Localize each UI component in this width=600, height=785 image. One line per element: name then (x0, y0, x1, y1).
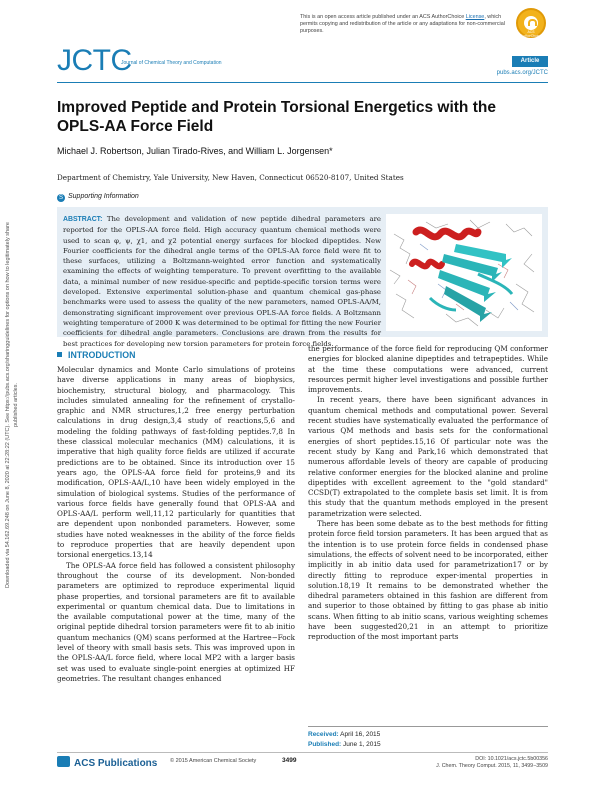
copyright-notice: © 2015 American Chemical Society (170, 758, 257, 764)
paragraph: There has been some debate as to the best methods for fitting protein force field torsion parameters. It has been argued that as the intention is to use protein force fields in condensed phase simulations, the effects of solvent need to be incorporated, either implicitly in ab initio data used for parametrization17 or by directly fitting to reproduce exper-imental properties in solution.18,19 It remains to be demonstrated whether the dihedral parameters obtained in this fashion are different from and superior to those obtained by fitting to gas phase ab initio scans. When fitting to ab initio scans, various weighting schemes have been suggested20,21 in an attempt to prioritize reproduction of the most important parts (308, 519, 548, 642)
acs-logo-icon (57, 756, 70, 767)
paragraph: The OPLS-AA force field has followed a consistent philosophy throughout the course of its development. Non-bonded parameters are optimized to reproduce experimental liquid phase properties, and torsional parameters are fit to available experimental or quantum chemical data. Due to limitations in the available computational power at the time, many of the original peptide dihedral torsion parameters were fit to ab initio quantum mechanics (QM) scans performed at the Hartree−Fock level of theory with small basis sets. This was improved upon in the OPLS-AA/L force field, where local MP2 with a larger basis set was used to evaluate single-point energies at optimized HF geometries. The resultant changes enhanced (57, 560, 295, 683)
article-title: Improved Peptide and Protein Torsional Energetics with the OPLS-AA Force Field (57, 99, 496, 135)
abstract-label: ABSTRACT: (63, 216, 103, 223)
left-column (57, 365, 295, 684)
license-link[interactable]: License (465, 14, 485, 20)
article-type-tag: Article (512, 56, 548, 67)
abstract-text (63, 214, 381, 349)
protein-ribbon-image (386, 214, 542, 331)
journal-citation: J. Chem. Theory Comput. 2015, 11, 3499−3509 (436, 763, 548, 769)
doi-citation (380, 756, 548, 770)
protein-structure-graphic (386, 214, 542, 331)
paragraph: In recent years, there have been significant advances in quantum chemical methods and computational power. Several recent studies have systematically evaluated the performance of various QM methods and basis sets for the conformational energies of short peptides.15,16 Of particular note was the recent study by Kang and Park,16 which demonstrated that numerous affordable levels of theory are capable of producing relative conformer energies for the blocked alanine and proline dipeptides with excellent agreement to the "gold standard" CCSD(T) extrapolated to the complete basis set limit. It is from this study that the quantum methods employed in the present parametrization were selected. (308, 395, 548, 518)
affiliation: Department of Chemistry, Yale University, New Haven, Connecticut 06520-8107, United States (57, 173, 404, 182)
page-number: 3499 (282, 757, 297, 764)
download-sidebar-note: Downloaded via 54.162.69.248 on June 8, 2020 at 22:28:22 (UTC). See https://pubs.acs.org/sharingguidelines for options on how to legitimately share published articles. (5, 222, 19, 588)
journal-url-link[interactable]: pubs.acs.org/JCTC (496, 70, 548, 76)
journal-logo: JCTC (57, 44, 132, 77)
right-column (308, 344, 548, 643)
published-date: June 1, 2015 (343, 741, 381, 748)
paragraph: the performance of the force field for reproducing QM conformer energies for blocked alanine dipeptides and tetrapeptides. While at the time these computations were advanced, current resources permit higher level investigations and possible further improvements. (308, 344, 548, 395)
supporting-info-icon: S (58, 195, 63, 201)
header-divider (57, 82, 548, 83)
doi-link[interactable]: DOI: 10.1021/acs.jctc.5b00356 (475, 756, 548, 762)
journal-name: Journal of Chemical Theory and Computation (121, 60, 222, 66)
supporting-info-link[interactable]: S Supporting Information (58, 193, 139, 201)
paragraph: Molecular dynamics and Monte Carlo simulations of proteins have diverse applications in many areas of biophysics, biochemistry, structural biology, and pharmacology. This includes simulated annealing for the refinement of crystallo-graphic and NMR structures,1,2 free energy perturbation calculations in drug design,3,4 study of reactions,5,6 and modeling the folding pathways of fast-folding peptides.7,8 In these classical molecular mechanics (MM) calculations, it is imperative that high quality force fields are utilized if accurate predictions are to be obtained. Since its introduction over 15 years ago, the OPLS-AA force field for proteins,9 and its modification, OPLS-AA/L,10 have been widely employed in the simulation of biological systems. Studies of the performance of various force fields have generally found that OPLS-AA and OPLS-AA/L perform well,11,12 particularly for quantities that are dependent upon nonbonded parameters. However, some studies have noted weaknesses in the ability of the force fields to reproduce properties that are heavily dependent upon torsional energetics.13,14 (57, 365, 295, 560)
publication-dates: Received: April 16, 2015 Published: June 1, 2015 (308, 726, 548, 750)
introduction-heading: INTRODUCTION (57, 350, 135, 360)
acs-publications-logo: ACS Publications (57, 756, 157, 769)
abstract-body: The development and validation of new peptide dihedral parameters are reported for the OPLS-AA force field. High accuracy quantum chemical methods were used to scan φ, ψ, χ1, and χ2 potential energy surfaces for blocked dipeptides. New Fourier coefficients for the dihedral angle terms of the OPLS-AA force field were fit to these surfaces, utilizing a Boltzmann-weighted error function and systematically examining the effects of weighting temperature. To prevent overfitting to the available data, a minimal number of new residue-specific and peptide-specific torsion terms were developed. Extensive experimental solution-phase and quantum chemical gas-phase benchmarks were used to assess the quality of the new parameters, named OPLS-AA/M, demonstrating significant improvement over previous OPLS-AA force fields. A Boltzmann weighting temperature of 2000 K was determined to be optimal for fitting the new Fourier coefficients for dihedral angle parameters. Conclusions are drawn from the results for best practices for developing new torsion parameters for protein force fields. (63, 215, 381, 348)
author-list: Michael J. Robertson, Julian Tirado-Rives, and William L. Jorgensen* (57, 146, 333, 156)
authorchoice-badge-icon: ACS AuthorChoice (516, 8, 546, 38)
section-marker-icon (57, 352, 62, 357)
open-access-note: This is an open access article published under an ACS AuthorChoice License, which permits copying and redistribution of the article or any adaptations for non-commercial purposes. (300, 14, 505, 34)
received-date: April 16, 2015 (340, 731, 381, 738)
footer-divider (57, 752, 548, 753)
